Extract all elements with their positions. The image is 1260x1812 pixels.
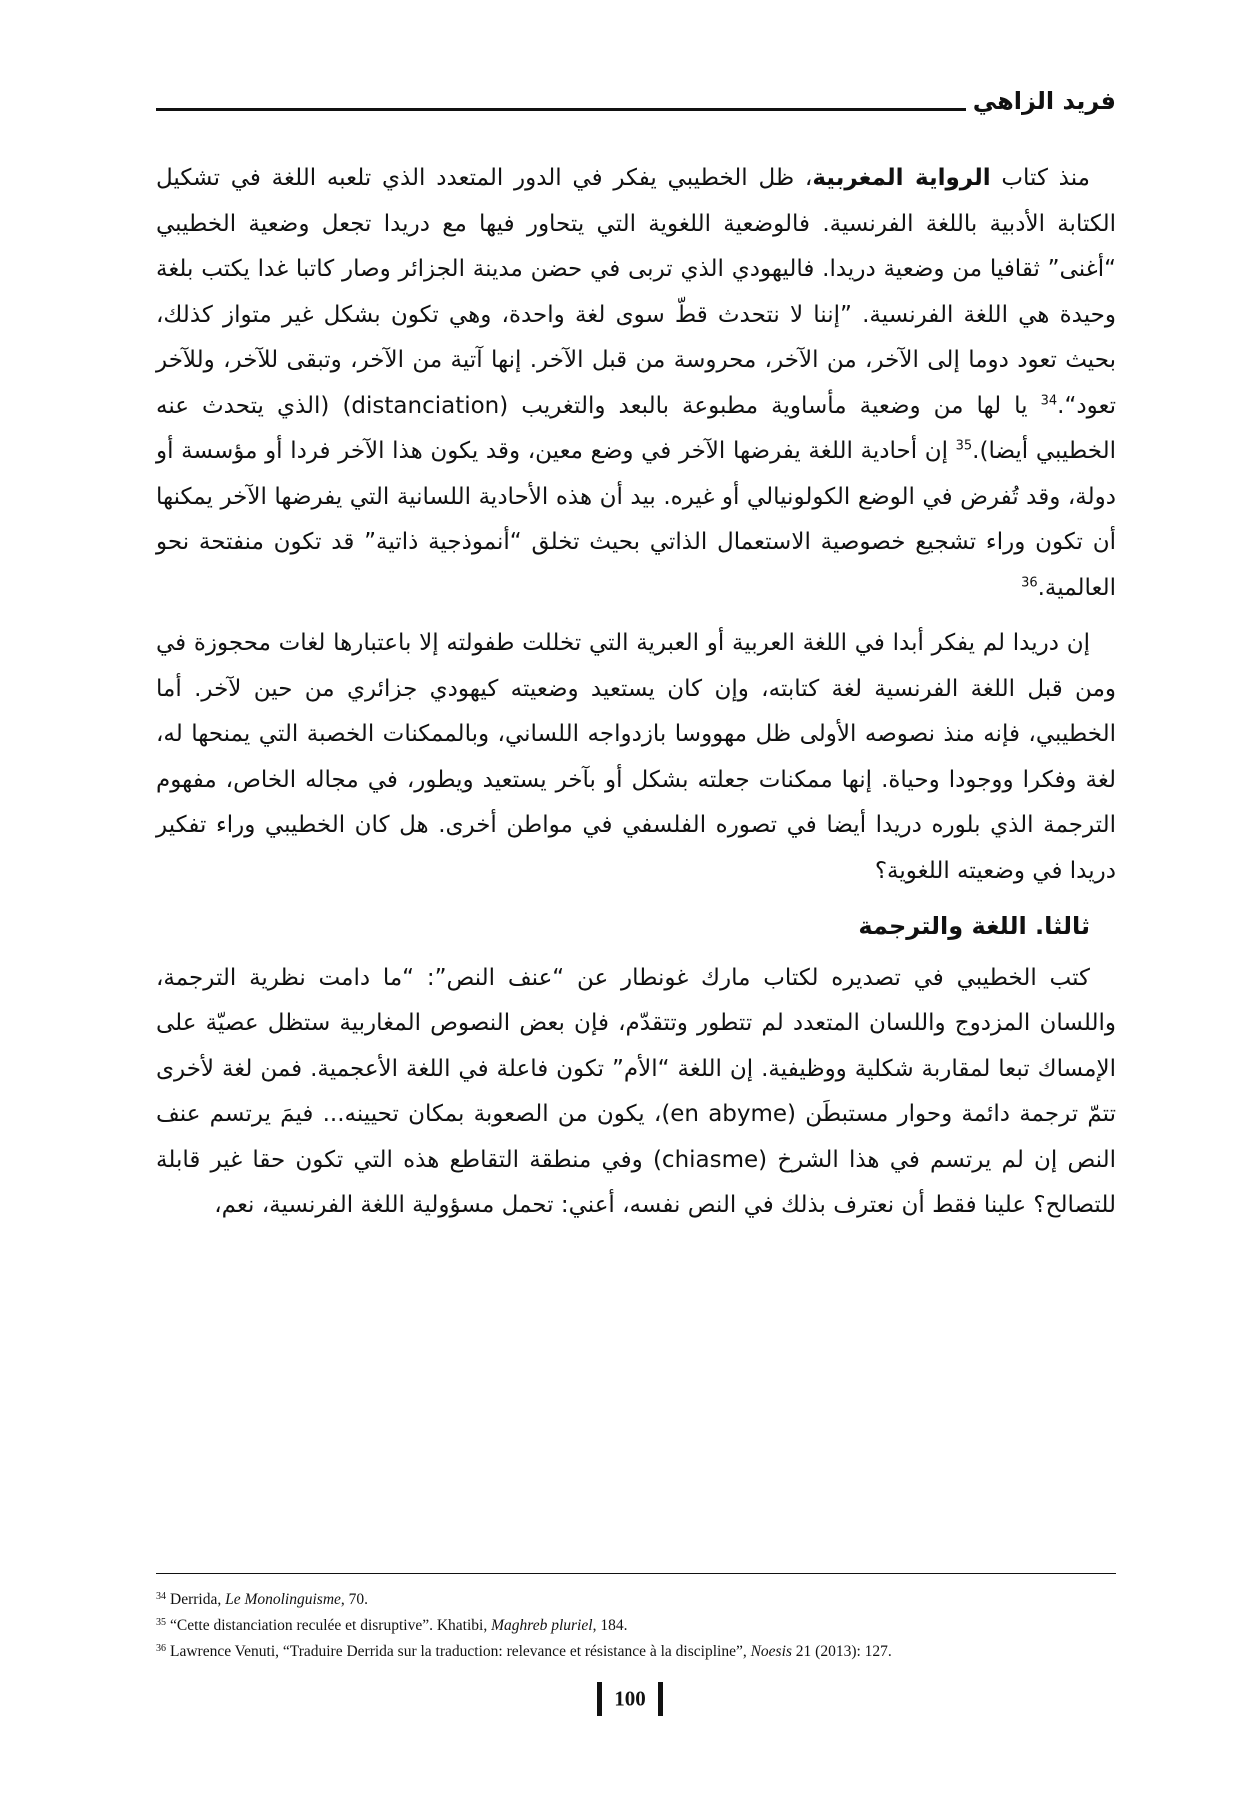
page-number-bar-right <box>658 1682 663 1716</box>
footnotes <box>156 1585 1116 1663</box>
footnote-ref-36[interactable]: 36 <box>1021 574 1038 590</box>
running-header <box>156 86 1116 130</box>
p1-text-4: (الذي يتحدث عنه الخطيبي أيضا). <box>156 392 1116 464</box>
page-number-bar-left <box>597 1682 602 1716</box>
footnote-text: , 70. <box>340 1591 369 1608</box>
paragraph-2: إن دريدا لم يفكر أبدا في اللغة العربية أو العبرية التي تخللت طفولته إلا باعتبارها لغات محجوزة في ومن قبل اللغة الفرنسية لغة كتابته، وإن كان يستعيد وضعيته كيهودي جزائري من حين لآخر. أما الخطيبي، فإنه منذ نصوصه الأولى ظل مهووسا بازدواجه اللساني، وبالممكنات الخصبة التي يمنحها له، لغة وفكرا ووجودا وحياة. إنها ممكنات جعلته بشكل أو بآخر يستعيد ويطور، في مجاله الخاص، مفهوم الترجمة الذي بلوره دريدا أيضا في تصوره الفلسفي في مواطن أخرى. هل كان الخطيبي وراء تفكير دريدا في وضعيته اللغوية؟ <box>156 630 1116 884</box>
author-name: فريد الزاهي <box>972 87 1116 115</box>
p1-text-2: ، ظل الخطيبي يفكر في الدور المتعدد الذي تلعبه اللغة في تشكيل الكتابة الأدبية باللغة الفرنسية. فالوضعية اللغوية التي يتحاور فيها مع دريدا تجعل وضعية الخطيبي “أغنى” ثقافيا من وضعية دريدا. فاليهودي الذي تربى في حضن مدينة الجزائر وصار كاتبا غدا يكتب بلغة وحيدة هي اللغة الفرنسية. ”إننا لا نتحدث قطّ سوى لغة واحدة، وهي تكون بشكل غير متواز كذلك، بحيث تعود دوما إلى الآخر، من الآخر، محروسة من قبل الآخر. إنها آتية من الآخر، وتبقى للآخر، وللآخر تعود“. <box>156 165 1116 419</box>
footnote-34 <box>156 1585 1116 1611</box>
page-number-value: 100 <box>614 1686 646 1711</box>
footnote-ref-35[interactable]: 35 <box>955 438 973 454</box>
footnote-text: , 184. <box>592 1617 628 1634</box>
paragraph-1 <box>156 156 1116 611</box>
paragraph-3 <box>156 956 1116 1229</box>
p3-text-1: كتب الخطيبي في تصديره لكتاب مارك غونطار عن “عنف النص”: “ما دامت نظرية الترجمة، واللسان المزدوج واللسان المتعدد لم تتطور وتتقدّم، فإن بعض النصوص المغاربية ستظل عصيّة على الإمساك تبعا لمقاربة شكلية ووظيفية. إن اللغة “الأم” تكون فاعلة في اللغة الأعجمية. فمن لغة لأخرى تتمّ ترجمة دائمة وحوار مستبطَن <box>156 964 1116 1127</box>
p3-text-3: وفي منطقة التقاطع هذه التي تكون حقا غير قابلة للتصالح؟ علينا فقط أن نعترف بذلك في النص نفسه، أعني: تحمل مسؤولية اللغة الفرنسية، نعم، <box>156 1146 1116 1218</box>
header-rule <box>156 108 966 111</box>
section-heading: ثالثا. اللغة والترجمة <box>858 912 1090 940</box>
page-number <box>0 1682 1260 1716</box>
footnote-title: Le Monolinguisme <box>225 1591 341 1608</box>
book-title-bold: الرواية المغربية <box>812 165 991 191</box>
footnote-title: Noesis <box>750 1643 792 1660</box>
latin-term-en-abyme: (en abyme) <box>661 1101 797 1127</box>
footnote-text: “Cette distanciation reculée et disruptive”. Khatibi, <box>170 1617 492 1634</box>
p3-text-2: ، يكون من الصعوبة بمكان تحيينه... فيمَ يرتسم عنف النص إن لم يرتسم في هذا الشرخ <box>156 1101 1116 1173</box>
footnote-35 <box>156 1611 1116 1637</box>
footnote-text: Lawrence Venuti, “Traduire Derrida sur la traduction: relevance et résistance à la discipline”, <box>170 1643 751 1660</box>
footnote-text: 21 (2013): 127. <box>791 1643 892 1660</box>
main-text <box>156 156 1116 1239</box>
latin-term-chiasme: (chiasme) <box>652 1146 768 1173</box>
footnote-title: Maghreb pluriel <box>491 1617 593 1634</box>
p1-text-3: يا لها من وضعية مأساوية مطبوعة بالبعد والتغريب <box>508 392 1041 419</box>
footnote-ref-34[interactable]: 34 <box>1040 392 1058 408</box>
latin-term-distanciation: (distanciation) <box>342 392 509 419</box>
footnote-text: Derrida, <box>170 1591 226 1608</box>
p1-text-5: إن أحادية اللغة يفرضها الآخر في وضع معين، وقد يكون هذا الآخر فردا أو مؤسسة أو دولة، وقد تُفرض في الوضع الكولونيالي أو غيره. بيد أن هذه الأحادية اللسانية التي يفرضها الآخر يمكنها أن تكون وراء تشجيع خصوصية الاستعمال الذاتي بحيث تخلق “أنموذجية ذاتية” قد تكون منفتحة نحو العالمية. <box>156 438 1116 601</box>
footnote-separator <box>156 1573 1116 1574</box>
footnote-36 <box>156 1637 1116 1663</box>
p1-text-1: منذ كتاب <box>990 165 1090 191</box>
footnote-number: 34 <box>156 1591 166 1602</box>
footnote-number: 36 <box>156 1643 166 1654</box>
footnote-number: 35 <box>156 1617 166 1628</box>
